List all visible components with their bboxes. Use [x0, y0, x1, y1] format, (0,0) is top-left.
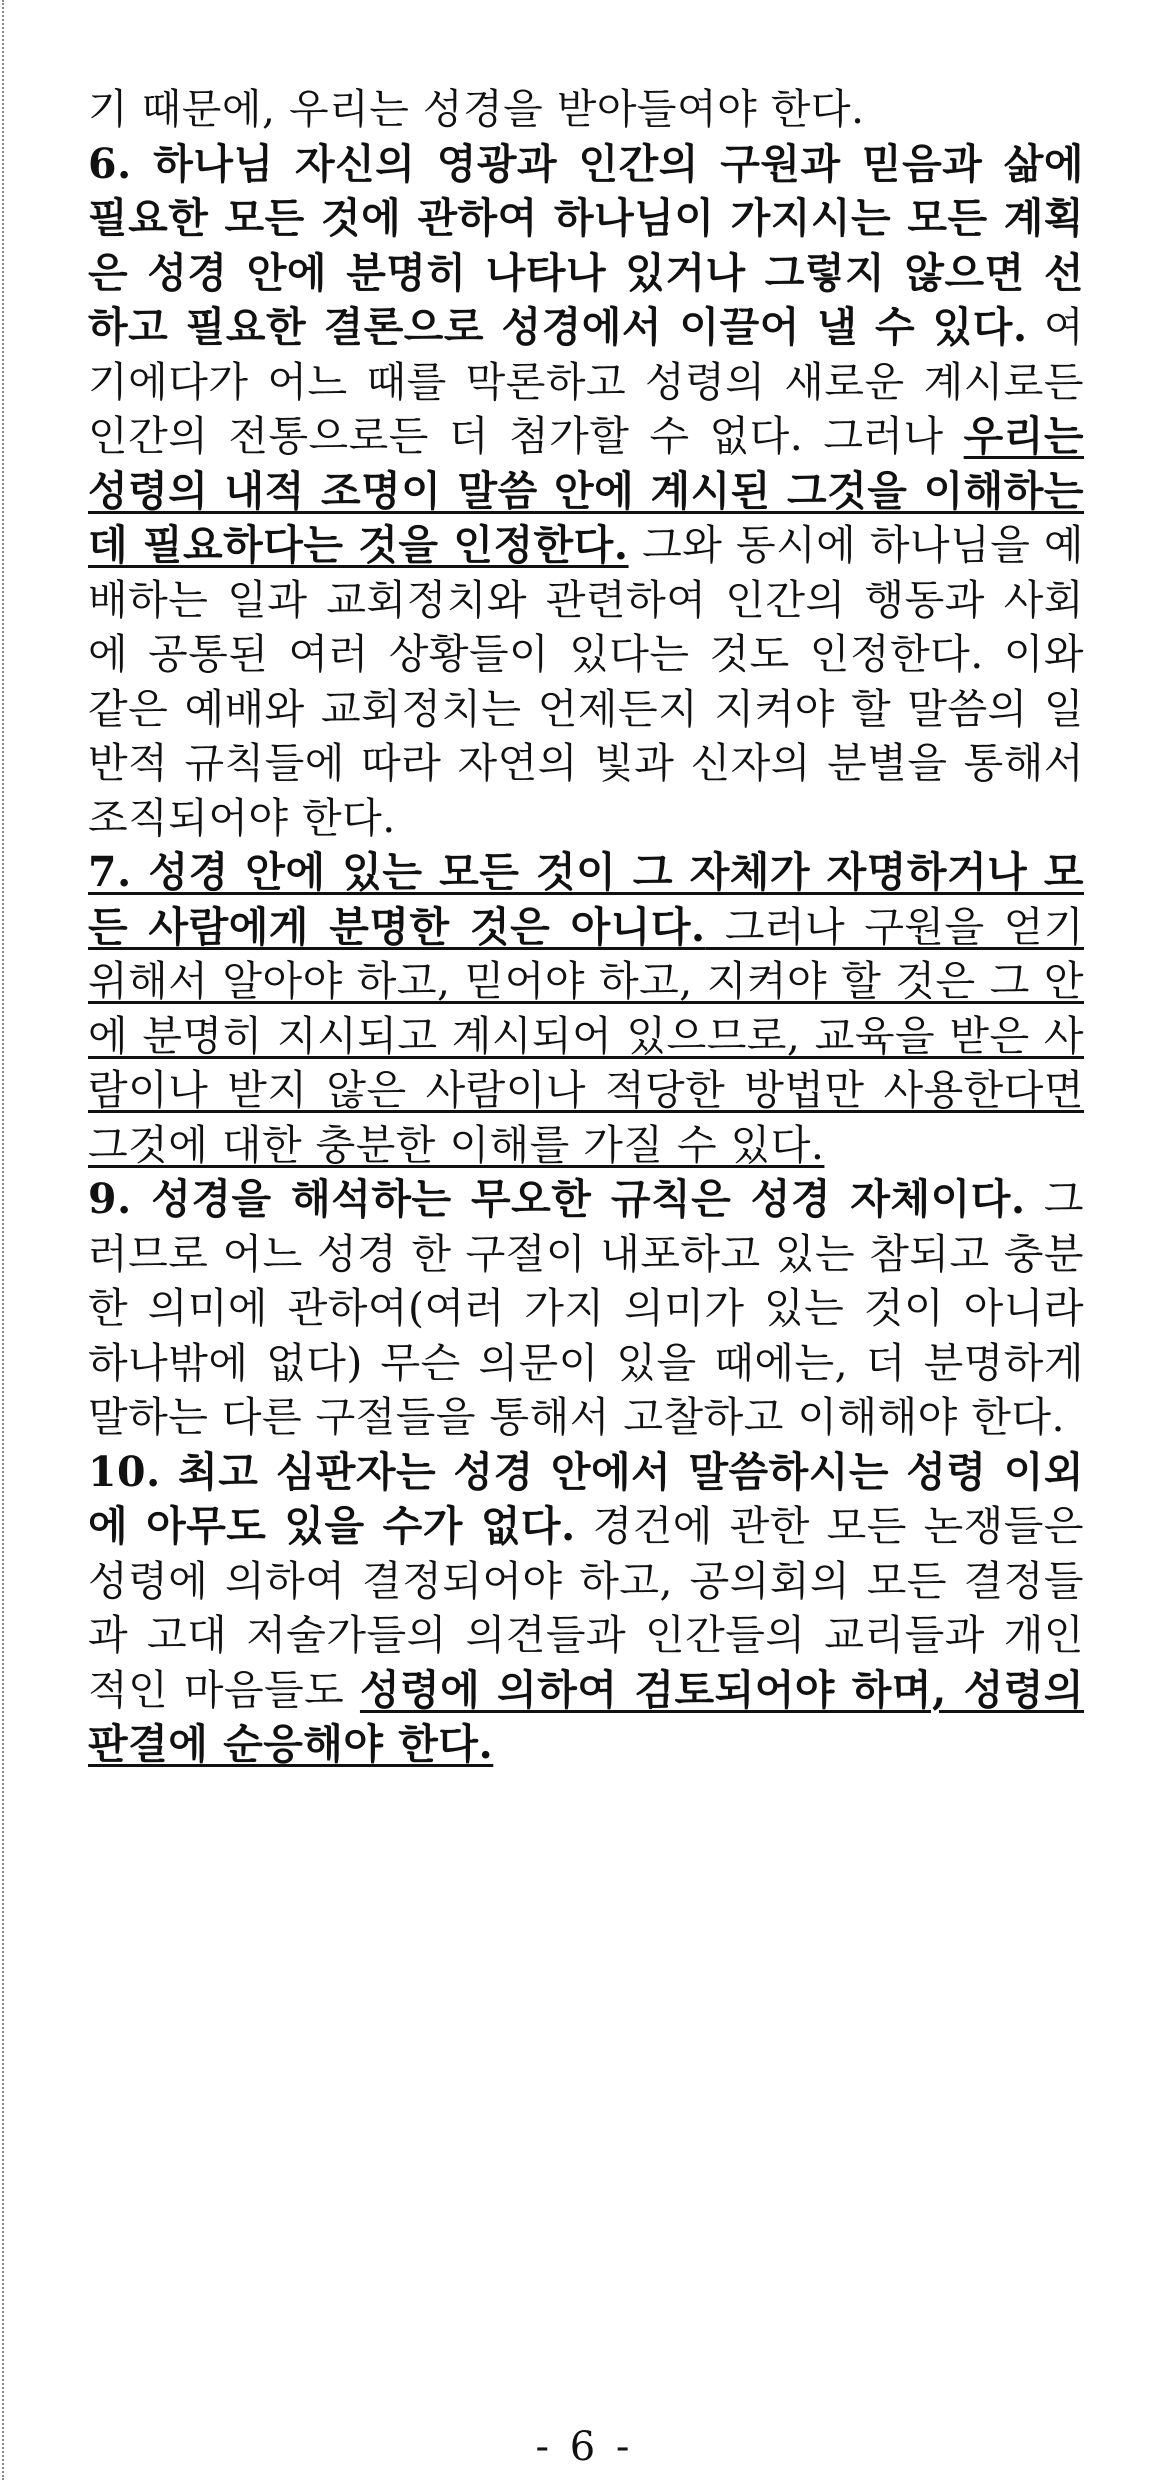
- section-6-heading-run: 6. 하나님 자신의 영광과 인간의 구원과 믿음과 삶에 필요한 모든 것에 관하여 하나님이 가지시는 모든 계획은 성경 안에 분명히 나타나 있거나 그렇지 않으면 선하고 필요한 결론으로 성경에서 이끌어 낼 수 있다.: [88, 139, 1084, 351]
- section-9-heading-run: 9. 성경을 해석하는 무오한 규칙은 성경 자체이다.: [88, 1175, 1026, 1223]
- paragraph-section-9: [88, 1172, 1084, 1445]
- paragraph-section-10: [88, 1445, 1084, 1772]
- paragraph-section-7: [88, 845, 1084, 1172]
- text-run: 여기에다가 어느 때를 막론하고 성령의 새로운 계시로든 인간의 전통으로든 더 첨가할 수 없다. 그러나: [88, 303, 1085, 460]
- text-run: 그러므로 어느 성경 한 구절이 내포하고 있는 참되고 충분한 의미에 관하여(여러 가지 의미가 있는 것이 아니라 하나밖에 없다) 무슨 의문이 있을 때에는, 더 분명하게 말하는 다른 구절들을 통해서 고찰하고 이해해야 한다.: [88, 1175, 1084, 1441]
- section-10-heading-run: 10. 최고 심판자는 성경 안에서 말씀하시는 성령 이외에 아무도 있을 수가 없다.: [88, 1447, 1084, 1550]
- underlined-run: 그러나 구원을 얻기 위해서 알아야 하고, 믿어야 하고, 지켜야 할 것은 그 안에 분명히 지시되고 계시되어 있으므로, 교육을 받은 사람이나 받지 않은 사람이나 적당한 방법만 사용한다면 그것에 대한 충분한 이해를 가질 수 있다.: [88, 902, 1084, 1169]
- page-body: [88, 82, 1084, 1772]
- page-edge-dotted-rule: [2, 0, 4, 2480]
- text-run: 기 때문에, 우리는 성경을 받아들여야 한다.: [88, 85, 865, 133]
- paragraph-continuation: [88, 82, 1084, 137]
- text-run: 경건에 관한 모든 논쟁들은 성령에 의하여 결정되어야 하고, 공의회의 모든 결정들과 고대 저술가들의 의견들과 인간들의 교리들과 개인적인 마음들도: [88, 1502, 1084, 1714]
- emphasized-run: 우리는 성령의 내적 조명이 말씀 안에 계시된 그것을 이해하는 데 필요하다는 것을 인정한다.: [88, 412, 1084, 569]
- text-run: 그와 동시에 하나님을 예배하는 일과 교회정치와 관련하여 인간의 행동과 사회에 공통된 여러 상황들이 있다는 것도 인정한다. 이와 같은 예배와 교회정치는 언제든지 지켜야 할 말씀의 일반적 규칙들에 따라 자연의 빛과 신자의 분별을 통해서 조직되어야 한다.: [88, 521, 1084, 842]
- emphasized-run: 성령에 의하여 검토되어야 하며, 성령의 판결에 순응해야 한다.: [88, 1665, 1084, 1768]
- page-number: - 6 -: [535, 2424, 634, 2470]
- paragraph-section-6: [88, 137, 1084, 846]
- section-7-heading-run: 7. 성경 안에 있는 모든 것이 그 자체가 자명하거나 모든 사람에게 분명한 것은 아니다.: [88, 848, 1084, 951]
